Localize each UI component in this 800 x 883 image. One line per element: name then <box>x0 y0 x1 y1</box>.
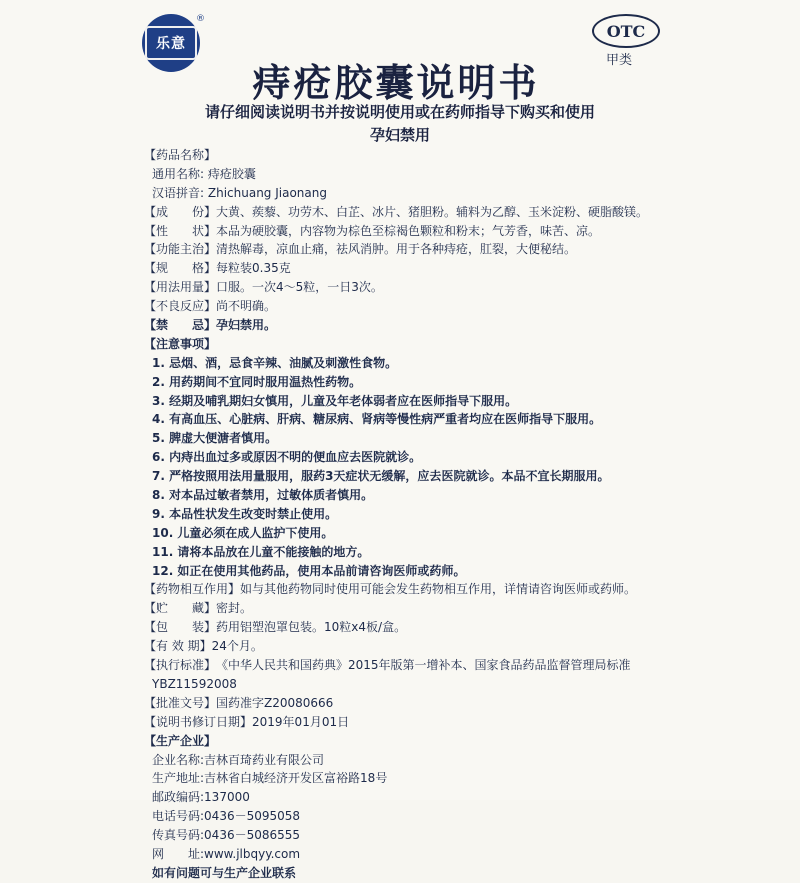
validity-row <box>144 637 684 656</box>
approval-row <box>144 694 684 713</box>
revision-label: 【说明书修订日期】 <box>144 714 253 729</box>
ingredients-label: 【成 份】 <box>144 204 217 219</box>
website-value: www.jlbqyy.com <box>204 846 301 861</box>
interaction-row <box>144 580 684 599</box>
company-row <box>144 751 684 770</box>
properties-row <box>144 222 684 241</box>
postcode-value: 137000 <box>204 790 250 805</box>
contraindications-row <box>144 316 684 335</box>
phone-row <box>144 807 684 826</box>
spec-value: 每粒装0.35克 <box>216 261 291 276</box>
indications-row <box>144 240 684 259</box>
document-title: 痔疮胶囊说明书 <box>252 60 540 105</box>
precautions-row <box>144 335 684 354</box>
pregnancy-warning: 孕妇禁用 <box>369 126 430 144</box>
precaution-item: 3. 经期及哺乳期妇女慎用，儿童及年老体弱者应在医师指导下服用。 <box>152 393 518 408</box>
indications-value: 清热解毒，凉血止痛，祛风消肿。用于各种痔疮，肛裂，大便秘结。 <box>216 242 577 257</box>
otc-class-label: 甲类 <box>606 53 633 68</box>
interaction-label: 【药物相互作用】 <box>144 582 241 597</box>
website-row <box>144 845 684 864</box>
approval-label: 【批准文号】 <box>144 695 217 710</box>
fax-row <box>144 826 684 845</box>
properties-label: 【性 状】 <box>144 223 217 238</box>
ingredients-value: 大黄、蒺藜、功劳木、白芷、冰片、猪胆粉。辅料为乙醇、玉米淀粉、硬脂酸镁。 <box>216 204 649 219</box>
common-name-value: 痔疮胶囊 <box>207 166 256 181</box>
precaution-item: 6. 内痔出血过多或原因不明的便血应去医院就诊。 <box>152 450 422 465</box>
document-subtitle: 请仔细阅读说明书并按说明使用或在药师指导下购买和使用 <box>204 103 595 121</box>
adverse-label: 【不良反应】 <box>144 299 217 314</box>
spec-label: 【规 格】 <box>144 261 217 276</box>
indications-label: 【功能主治】 <box>144 242 217 257</box>
precaution-item: 1. 忌烟、酒，忌食辛辣、油腻及刺激性食物。 <box>152 355 398 370</box>
precaution-item: 7. 严格按照用法用量服用，服药3天症状无缓解，应去医院就诊。本品不宜长期服用。 <box>152 469 610 484</box>
precaution-item: 4. 有高血压、心脏病、肝病、糖尿病、肾病等慢性病严重者均应在医师指导下服用。 <box>152 412 602 427</box>
package-row <box>144 618 684 637</box>
standard-row <box>144 656 684 675</box>
validity-value: 24个月。 <box>211 639 263 654</box>
pinyin-value: Zhichuang Jiaonang <box>207 185 327 200</box>
contraindications-label: 【禁 忌】 <box>144 318 217 333</box>
interaction-value: 如与其他药物同时使用可能会发生药物相互作用，详情请咨询医师或药师。 <box>240 582 637 597</box>
footer-contact-note: 如有问题可与生产企业联系 <box>152 865 297 880</box>
brand-logo <box>142 14 200 72</box>
website-label: 网 址: <box>152 846 205 861</box>
drug-name-label: 【药品名称】 <box>144 148 217 162</box>
pinyin-row <box>144 184 684 203</box>
storage-row <box>144 599 684 618</box>
manufacturer-label: 【生产企业】 <box>144 733 217 748</box>
precaution-item: 12. 如正在使用其他药品，使用本品前请咨询医师或药师。 <box>152 563 466 578</box>
contraindications-value: 孕妇禁用。 <box>216 318 277 333</box>
common-name-row <box>144 165 684 184</box>
revision-row <box>144 713 684 732</box>
postcode-label: 邮政编码: <box>152 790 205 805</box>
precaution-item: 2. 用药期间不宜同时服用温热性药物。 <box>152 374 362 389</box>
usage-row <box>144 278 684 297</box>
precaution-item: 10. 儿童必须在成人监护下使用。 <box>152 525 334 540</box>
company-value: 吉林百琦药业有限公司 <box>204 752 325 767</box>
brand-logo-text: 乐意 <box>145 26 197 60</box>
address-value: 吉林省白城经济开发区富裕路18号 <box>204 771 388 786</box>
fax-label: 传真号码: <box>152 828 205 843</box>
registered-mark: ® <box>196 14 205 24</box>
validity-label: 【有 效 期】 <box>144 639 212 654</box>
leaflet-content <box>144 146 684 883</box>
package-label: 【包 装】 <box>144 620 217 635</box>
standard-label: 【执行标准】 <box>144 658 217 673</box>
approval-value: 国药准字Z20080666 <box>216 695 334 710</box>
drug-name-section <box>144 146 684 165</box>
ingredients-row <box>144 203 684 222</box>
package-value: 药用铝塑泡罩包装。10粒x4板/盒。 <box>216 620 407 635</box>
precaution-item: 11. 请将本品放在儿童不能接触的地方。 <box>152 544 370 559</box>
precaution-item: 9. 本品性状发生改变时禁止使用。 <box>152 506 338 521</box>
revision-value: 2019年01月01日 <box>252 714 350 729</box>
pinyin-label: 汉语拼音: <box>152 185 205 200</box>
storage-value: 密封。 <box>216 601 253 616</box>
phone-value: 0436－5095058 <box>204 809 301 824</box>
postcode-row <box>144 788 684 807</box>
standard-code: YBZ11592008 <box>152 676 237 691</box>
fax-value: 0436－5086555 <box>204 828 301 843</box>
adverse-value: 尚不明确。 <box>216 299 277 314</box>
common-name-label: 通用名称: <box>152 166 205 181</box>
properties-value: 本品为硬胶囊，内容物为棕色至棕褐色颗粒和粉末；气芳香，味苦、凉。 <box>216 223 601 238</box>
usage-label: 【用法用量】 <box>144 280 217 295</box>
address-label: 生产地址: <box>152 771 205 786</box>
manufacturer-row <box>144 732 684 751</box>
usage-value: 口服。一次4～5粒，一日3次。 <box>216 280 383 295</box>
adverse-row <box>144 297 684 316</box>
spec-row <box>144 259 684 278</box>
phone-label: 电话号码: <box>152 809 205 824</box>
otc-badge: OTC <box>592 14 660 48</box>
standard-value: 《中华人民共和国药典》2015年版第一增补本、国家食品药品监督管理局标准 <box>216 658 631 673</box>
address-row <box>144 769 684 788</box>
storage-label: 【贮 藏】 <box>144 601 217 616</box>
precaution-item: 8. 对本品过敏者禁用，过敏体质者慎用。 <box>152 488 374 503</box>
precaution-item: 5. 脾虚大便溏者慎用。 <box>152 431 278 446</box>
company-label: 企业名称: <box>152 752 205 767</box>
precautions-label: 【注意事项】 <box>144 336 217 351</box>
